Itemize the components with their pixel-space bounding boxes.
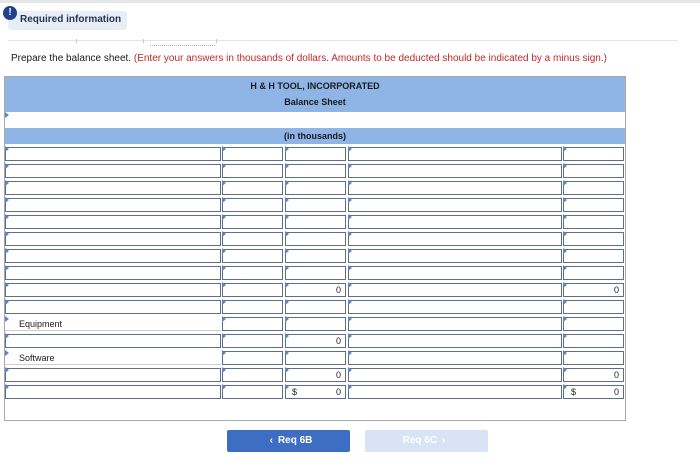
row-marker-icon [5,180,9,186]
total-field[interactable]: 0 [285,385,346,399]
row-marker-icon [348,265,352,271]
account-label-field[interactable] [5,334,221,348]
row-marker-icon [222,231,226,237]
total-field[interactable]: 0 [285,334,346,348]
row-marker-icon [222,282,226,288]
row-marker-icon [285,248,289,254]
liability-total-field[interactable] [563,181,624,195]
row-marker-icon [348,282,352,288]
liability-label-field[interactable] [348,232,562,246]
amount-field[interactable] [222,249,283,263]
row-marker-icon [348,367,352,373]
row-marker-icon [563,316,567,322]
date-row [5,112,625,128]
row-marker-icon [348,197,352,203]
next-req-button[interactable] [365,430,488,452]
row-marker-icon [222,265,226,271]
row-marker-icon [285,214,289,220]
row-marker-icon [222,316,226,322]
row-marker-icon [285,367,289,373]
row-marker-icon [285,146,289,152]
row-marker-icon [348,248,352,254]
row-marker-icon [5,146,9,152]
instructions-note: (Enter your answers in thousands of dollars. Amounts to be deducted should be indicated by a minus sign.) [133,53,607,64]
account-label-field[interactable] [5,249,221,263]
account-label-field[interactable] [5,368,221,382]
total-field[interactable] [285,317,346,331]
liability-total-field[interactable]: 0 [563,283,624,297]
liability-total-field[interactable] [563,215,624,229]
row-marker-icon [285,316,289,322]
instructions-lead: Prepare the balance sheet. [11,53,132,64]
tick-mark [216,39,217,43]
total-field[interactable] [285,164,346,178]
currency-symbol: $ [292,387,298,397]
row-marker-icon [285,163,289,169]
row-marker-icon [222,180,226,186]
row-marker-icon [285,282,289,288]
company-name: H & H TOOL, INCORPORATED [250,81,380,91]
row-marker-icon [348,146,352,152]
account-label-field[interactable] [5,164,221,178]
units-label: (in thousands) [284,131,346,141]
liability-label-field[interactable] [348,215,562,229]
liability-label-field[interactable] [348,334,562,348]
dotted-guide [150,45,215,46]
chevron-left-icon: ‹ [269,435,273,446]
liability-label-field[interactable] [348,283,562,297]
amount-field[interactable] [222,266,283,280]
liability-label-field[interactable] [348,385,562,399]
row-marker-icon [222,214,226,220]
currency-symbol: $ [571,387,577,397]
liability-label-field[interactable] [348,317,562,331]
account-label-field[interactable]: Software [5,351,221,365]
account-label-field[interactable] [5,385,221,399]
total-field[interactable] [285,181,346,195]
liability-total-field[interactable] [563,164,624,178]
top-divider [0,0,700,3]
total-field[interactable]: 0 [285,283,346,297]
row-marker-icon [348,231,352,237]
row-marker-icon [285,299,289,305]
row-marker-icon [563,350,567,356]
liability-total-field[interactable] [563,317,624,331]
total-field[interactable] [285,232,346,246]
liability-total-field[interactable] [563,249,624,263]
amount-field[interactable] [222,351,283,365]
liability-total-field[interactable] [563,147,624,161]
account-label-field[interactable] [5,283,221,297]
amount-field[interactable] [222,368,283,382]
row-marker-icon [348,316,352,322]
liability-total-field[interactable] [563,334,624,348]
required-information-tab[interactable] [8,11,127,30]
instructions [11,53,607,64]
row-marker-icon [222,333,226,339]
chevron-right-icon: › [442,435,446,446]
row-marker-icon [5,299,9,305]
total-field[interactable] [285,300,346,314]
total-field[interactable] [285,266,346,280]
row-marker-icon [222,299,226,305]
amount-field[interactable] [222,147,283,161]
prev-req-label: Req 6B [277,435,313,446]
account-label-field[interactable] [5,266,221,280]
row-marker-icon [285,384,289,390]
row-marker-icon [5,197,9,203]
row-marker-icon [5,265,9,271]
liability-label-field[interactable] [348,266,562,280]
row-marker-icon [5,231,9,237]
row-marker-icon [222,350,226,356]
row-marker-icon [222,367,226,373]
row-marker-icon [285,180,289,186]
row-marker-icon [5,214,9,220]
row-marker-icon [348,180,352,186]
account-label-field[interactable] [5,147,221,161]
tick-mark [76,39,77,43]
row-marker-icon [5,316,9,322]
row-marker-icon [5,367,9,373]
liability-total-field[interactable] [563,351,624,365]
prev-req-button[interactable] [227,430,350,452]
total-field[interactable] [285,351,346,365]
row-marker-icon [563,384,567,390]
row-marker-icon [563,197,567,203]
account-label-field[interactable] [5,215,221,229]
amount-field[interactable] [222,317,283,331]
row-marker-icon [563,180,567,186]
row-marker-icon [5,384,9,390]
amount-field[interactable] [222,198,283,212]
account-label-field[interactable] [5,232,221,246]
liability-label-field[interactable] [348,368,562,382]
row-marker-icon [348,333,352,339]
total-field[interactable]: 0 [285,368,346,382]
liability-label-field[interactable] [348,249,562,263]
row-marker-icon [285,197,289,203]
row-marker-icon [5,112,9,118]
row-marker-icon [563,146,567,152]
liability-label-field[interactable] [348,164,562,178]
next-req-label: Req 6C [402,435,438,446]
row-marker-icon [285,231,289,237]
row-marker-icon [222,163,226,169]
total-field[interactable] [285,147,346,161]
row-marker-icon [348,214,352,220]
amount-field[interactable] [222,181,283,195]
row-marker-icon [222,197,226,203]
total-field[interactable] [285,249,346,263]
liability-total-field[interactable] [563,300,624,314]
row-marker-icon [285,265,289,271]
alert-icon: ! [3,6,17,20]
row-marker-icon [563,248,567,254]
row-marker-icon [222,384,226,390]
row-marker-icon [348,350,352,356]
liability-label-field[interactable] [348,300,562,314]
liability-total-field[interactable] [563,266,624,280]
account-label-field[interactable]: Equipment [5,317,221,331]
row-marker-icon [5,333,9,339]
row-marker-icon [563,333,567,339]
tick-mark [143,39,144,43]
row-marker-icon [285,333,289,339]
liability-label-field[interactable] [348,351,562,365]
section-divider [8,40,678,41]
liability-total-field[interactable]: 0 [563,368,624,382]
liability-label-field[interactable] [348,147,562,161]
row-marker-icon [563,231,567,237]
total-field[interactable] [285,215,346,229]
row-marker-icon [285,350,289,356]
amount-field[interactable] [222,300,283,314]
row-marker-icon [563,265,567,271]
row-marker-icon [222,146,226,152]
row-marker-icon [222,248,226,254]
row-marker-icon [348,299,352,305]
liability-total-field[interactable] [563,232,624,246]
account-label-field[interactable] [5,198,221,212]
row-marker-icon [563,299,567,305]
account-label-field[interactable] [5,181,221,195]
account-label-field[interactable] [5,300,221,314]
liability-total-field[interactable] [563,198,624,212]
liability-total-field[interactable]: 0 [563,385,624,399]
liability-label-field[interactable] [348,198,562,212]
row-marker-icon [563,163,567,169]
row-marker-icon [348,163,352,169]
row-marker-icon [5,163,9,169]
statement-title: Balance Sheet [284,97,346,107]
amount-field[interactable] [222,164,283,178]
required-information-label: Required information [20,14,122,25]
row-marker-icon [5,248,9,254]
row-marker-icon [5,350,9,356]
total-field[interactable] [285,198,346,212]
row-marker-icon [563,367,567,373]
amount-field[interactable] [222,283,283,297]
row-marker-icon [563,214,567,220]
row-marker-icon [5,282,9,288]
liability-label-field[interactable] [348,181,562,195]
amount-field[interactable] [222,215,283,229]
row-marker-icon [563,282,567,288]
amount-field[interactable] [222,385,283,399]
amount-field[interactable] [222,232,283,246]
amount-field[interactable] [222,334,283,348]
row-marker-icon [348,384,352,390]
